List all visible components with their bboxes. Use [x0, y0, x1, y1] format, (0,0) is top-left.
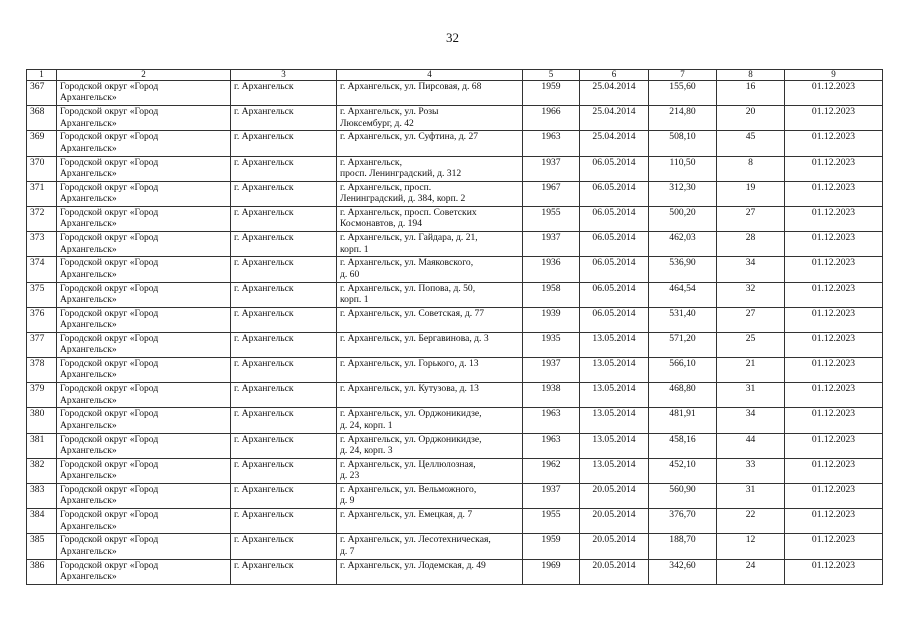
municipality-line: Городской округ «Город — [60, 458, 159, 470]
municipality-line: Архангельск» — [60, 344, 117, 356]
city-cell: г. Архангельск — [231, 433, 337, 458]
row-number-cell: 371 — [27, 181, 57, 206]
address-cell — [337, 484, 523, 509]
municipality-cell — [57, 509, 231, 534]
municipality-line: Городской округ «Город — [60, 106, 159, 118]
table-row — [27, 156, 883, 181]
residents-cell: 31 — [717, 484, 785, 509]
row-number-cell: 375 — [27, 282, 57, 307]
municipality-line: Архангельск» — [60, 92, 117, 104]
city-cell: г. Архангельск — [231, 332, 337, 357]
municipality-cell — [57, 232, 231, 257]
row-number-cell: 369 — [27, 131, 57, 156]
address-line: г. Архангельск, ул. Розы — [340, 106, 439, 118]
address-line: г. Архангельск, ул. Орджоникидзе, — [340, 408, 482, 420]
municipality-cell — [57, 484, 231, 509]
area-cell: 571,20 — [649, 332, 717, 357]
column-header: 8 — [717, 70, 785, 81]
address-line: д. 24, корп. 1 — [340, 419, 393, 431]
row-number-cell: 368 — [27, 106, 57, 131]
address-line: г. Архангельск, просп. Советских — [340, 206, 477, 218]
address-line: г. Архангельск, ул. Целлюлозная, — [340, 458, 476, 470]
deadline-cell: 01.12.2023 — [785, 181, 883, 206]
municipality-line: Городской округ «Город — [60, 332, 159, 344]
address-line: г. Архангельск, ул. Кутузова, д. 13 — [340, 383, 479, 395]
year-cell: 1958 — [523, 282, 580, 307]
municipality-line: Архангельск» — [60, 268, 117, 280]
address-line: просп. Ленинградский, д. 312 — [340, 167, 462, 179]
municipality-cell — [57, 181, 231, 206]
municipality-line: Архангельск» — [60, 369, 117, 381]
address-cell — [337, 81, 523, 106]
city-cell: г. Архангельск — [231, 106, 337, 131]
date-cell: 13.05.2014 — [580, 383, 649, 408]
municipality-line: Архангельск» — [60, 470, 117, 482]
year-cell: 1936 — [523, 257, 580, 282]
row-number-cell: 373 — [27, 232, 57, 257]
area-cell: 452,10 — [649, 458, 717, 483]
city-cell: г. Архангельск — [231, 282, 337, 307]
table-row — [27, 81, 883, 106]
municipality-line: Архангельск» — [60, 167, 117, 179]
municipality-cell — [57, 81, 231, 106]
address-line: д. 60 — [340, 268, 360, 280]
city-cell: г. Архангельск — [231, 383, 337, 408]
residents-cell: 32 — [717, 282, 785, 307]
address-line: Люксембург, д. 42 — [340, 117, 414, 129]
row-number-cell: 386 — [27, 559, 57, 584]
city-cell: г. Архангельск — [231, 181, 337, 206]
table-row — [27, 332, 883, 357]
date-cell: 13.05.2014 — [580, 408, 649, 433]
address-line: д. 23 — [340, 470, 360, 482]
address-line: г. Архангельск, ул. Бергавинова, д. 3 — [340, 332, 489, 344]
row-number-cell: 367 — [27, 81, 57, 106]
year-cell: 1937 — [523, 232, 580, 257]
address-cell — [337, 206, 523, 231]
address-line: г. Архангельск, ул. Горького, д. 13 — [340, 358, 479, 370]
year-cell: 1967 — [523, 181, 580, 206]
deadline-cell: 01.12.2023 — [785, 206, 883, 231]
municipality-cell — [57, 534, 231, 559]
deadline-cell: 01.12.2023 — [785, 106, 883, 131]
date-cell: 13.05.2014 — [580, 433, 649, 458]
date-cell: 13.05.2014 — [580, 358, 649, 383]
municipality-line: Городской округ «Город — [60, 307, 159, 319]
residents-cell: 24 — [717, 559, 785, 584]
city-cell: г. Архангельск — [231, 534, 337, 559]
table-row — [27, 383, 883, 408]
residents-cell: 12 — [717, 534, 785, 559]
municipality-cell — [57, 358, 231, 383]
address-line: корп. 1 — [340, 293, 369, 305]
date-cell: 20.05.2014 — [580, 484, 649, 509]
address-line: г. Архангельск, просп. — [340, 181, 432, 193]
row-number-cell: 378 — [27, 358, 57, 383]
municipality-line: Городской округ «Город — [60, 534, 159, 546]
residents-cell: 45 — [717, 131, 785, 156]
deadline-cell: 01.12.2023 — [785, 484, 883, 509]
row-number-cell: 380 — [27, 408, 57, 433]
municipality-line: Городской округ «Город — [60, 156, 159, 168]
column-header: 6 — [580, 70, 649, 81]
area-cell: 188,70 — [649, 534, 717, 559]
municipality-line: Архангельск» — [60, 520, 117, 532]
address-cell — [337, 358, 523, 383]
row-number-cell: 377 — [27, 332, 57, 357]
city-cell: г. Архангельск — [231, 358, 337, 383]
municipality-line: Городской округ «Город — [60, 358, 159, 370]
address-line: г. Архангельск, ул. Попова, д. 50, — [340, 282, 476, 294]
city-cell: г. Архангельск — [231, 81, 337, 106]
date-cell: 20.05.2014 — [580, 534, 649, 559]
table-row — [27, 509, 883, 534]
address-cell — [337, 458, 523, 483]
deadline-cell: 01.12.2023 — [785, 509, 883, 534]
city-cell: г. Архангельск — [231, 484, 337, 509]
area-cell: 508,10 — [649, 131, 717, 156]
table-row — [27, 534, 883, 559]
address-cell — [337, 433, 523, 458]
city-cell: г. Архангельск — [231, 559, 337, 584]
deadline-cell: 01.12.2023 — [785, 358, 883, 383]
address-cell — [337, 106, 523, 131]
deadline-cell: 01.12.2023 — [785, 282, 883, 307]
residents-cell: 31 — [717, 383, 785, 408]
deadline-cell: 01.12.2023 — [785, 131, 883, 156]
deadline-cell: 01.12.2023 — [785, 458, 883, 483]
area-cell: 560,90 — [649, 484, 717, 509]
residents-cell: 34 — [717, 257, 785, 282]
date-cell: 06.05.2014 — [580, 257, 649, 282]
area-cell: 214,80 — [649, 106, 717, 131]
column-header: 7 — [649, 70, 717, 81]
municipality-cell — [57, 257, 231, 282]
municipality-cell — [57, 408, 231, 433]
municipality-cell — [57, 156, 231, 181]
deadline-cell: 01.12.2023 — [785, 559, 883, 584]
table-row — [27, 408, 883, 433]
deadline-cell: 01.12.2023 — [785, 156, 883, 181]
table-row — [27, 358, 883, 383]
area-cell: 462,03 — [649, 232, 717, 257]
date-cell: 20.05.2014 — [580, 559, 649, 584]
municipality-line: Архангельск» — [60, 293, 117, 305]
city-cell: г. Архангельск — [231, 408, 337, 433]
address-line: г. Архангельск, ул. Вельможного, — [340, 484, 477, 495]
municipality-line: Архангельск» — [60, 445, 117, 457]
city-cell: г. Архангельск — [231, 509, 337, 534]
address-line: г. Архангельск, ул. Гайдара, д. 21, — [340, 232, 478, 244]
address-line: г. Архангельск, ул. Лодемская, д. 49 — [340, 559, 486, 571]
table-row — [27, 433, 883, 458]
residents-cell: 28 — [717, 232, 785, 257]
municipality-line: Архангельск» — [60, 394, 117, 406]
city-cell: г. Архангельск — [231, 307, 337, 332]
address-line: г. Архангельск, — [340, 156, 402, 168]
date-cell: 06.05.2014 — [580, 282, 649, 307]
page-number: 32 — [446, 30, 459, 45]
address-cell — [337, 307, 523, 332]
municipality-line: Городской округ «Город — [60, 383, 159, 395]
year-cell: 1963 — [523, 131, 580, 156]
year-cell: 1959 — [523, 534, 580, 559]
area-cell: 376,70 — [649, 509, 717, 534]
address-cell — [337, 156, 523, 181]
table-row — [27, 181, 883, 206]
municipality-line: Архангельск» — [60, 419, 117, 431]
residents-cell: 21 — [717, 358, 785, 383]
year-cell: 1937 — [523, 156, 580, 181]
municipality-cell — [57, 106, 231, 131]
area-cell: 468,80 — [649, 383, 717, 408]
municipality-cell — [57, 433, 231, 458]
residents-cell: 44 — [717, 433, 785, 458]
year-cell: 1966 — [523, 106, 580, 131]
deadline-cell: 01.12.2023 — [785, 534, 883, 559]
address-cell — [337, 408, 523, 433]
area-cell: 110,50 — [649, 156, 717, 181]
municipality-cell — [57, 307, 231, 332]
column-header: 9 — [785, 70, 883, 81]
address-cell — [337, 559, 523, 584]
table-body — [27, 81, 883, 585]
municipality-cell — [57, 332, 231, 357]
municipality-line: Городской округ «Город — [60, 484, 159, 495]
year-cell: 1963 — [523, 408, 580, 433]
address-line: г. Архангельск, ул. Лесотехническая, — [340, 534, 491, 546]
deadline-cell: 01.12.2023 — [785, 433, 883, 458]
row-number-cell: 374 — [27, 257, 57, 282]
address-cell — [337, 257, 523, 282]
residents-cell: 33 — [717, 458, 785, 483]
municipality-line: Городской округ «Город — [60, 282, 159, 294]
residents-cell: 34 — [717, 408, 785, 433]
city-cell: г. Архангельск — [231, 232, 337, 257]
municipality-line: Архангельск» — [60, 570, 117, 582]
deadline-cell: 01.12.2023 — [785, 383, 883, 408]
deadline-cell: 01.12.2023 — [785, 332, 883, 357]
municipality-cell — [57, 282, 231, 307]
column-header: 4 — [337, 70, 523, 81]
table-row — [27, 131, 883, 156]
date-cell: 06.05.2014 — [580, 232, 649, 257]
municipality-line: Архангельск» — [60, 193, 117, 205]
residents-cell: 27 — [717, 307, 785, 332]
address-line: д. 24, корп. 3 — [340, 445, 393, 457]
table-row — [27, 257, 883, 282]
column-header: 1 — [27, 70, 57, 81]
date-cell: 13.05.2014 — [580, 458, 649, 483]
table-row — [27, 484, 883, 509]
address-line: г. Архангельск, ул. Маяковского, — [340, 257, 474, 269]
address-line: г. Архангельск, ул. Пирсовая, д. 68 — [340, 81, 482, 92]
date-cell: 13.05.2014 — [580, 332, 649, 357]
address-cell — [337, 534, 523, 559]
table-row — [27, 232, 883, 257]
municipality-line: Архангельск» — [60, 495, 117, 507]
municipality-cell — [57, 383, 231, 408]
municipality-line: Архангельск» — [60, 142, 117, 154]
date-cell: 25.04.2014 — [580, 106, 649, 131]
year-cell: 1962 — [523, 458, 580, 483]
city-cell: г. Архангельск — [231, 131, 337, 156]
municipality-line: Архангельск» — [60, 319, 117, 331]
address-cell — [337, 232, 523, 257]
municipality-line: Городской округ «Город — [60, 559, 159, 571]
year-cell: 1963 — [523, 433, 580, 458]
address-line: г. Архангельск, ул. Суфтина, д. 27 — [340, 131, 479, 143]
municipality-line: Городской округ «Город — [60, 433, 159, 445]
row-number-cell: 372 — [27, 206, 57, 231]
year-cell: 1955 — [523, 509, 580, 534]
residents-cell: 27 — [717, 206, 785, 231]
date-cell: 06.05.2014 — [580, 206, 649, 231]
register-table — [26, 69, 883, 585]
municipality-cell — [57, 458, 231, 483]
column-header: 3 — [231, 70, 337, 81]
city-cell: г. Архангельск — [231, 458, 337, 483]
municipality-line: Архангельск» — [60, 218, 117, 230]
deadline-cell: 01.12.2023 — [785, 307, 883, 332]
table-row — [27, 106, 883, 131]
municipality-cell — [57, 559, 231, 584]
table-row — [27, 307, 883, 332]
city-cell: г. Архангельск — [231, 156, 337, 181]
year-cell: 1955 — [523, 206, 580, 231]
column-number-row — [27, 70, 883, 81]
residents-cell: 16 — [717, 81, 785, 106]
address-line: д. 7 — [340, 545, 355, 557]
table-row — [27, 559, 883, 584]
residents-cell: 25 — [717, 332, 785, 357]
municipality-cell — [57, 206, 231, 231]
municipality-line: Городской округ «Город — [60, 408, 159, 420]
address-cell — [337, 332, 523, 357]
residents-cell: 19 — [717, 181, 785, 206]
municipality-line: Архангельск» — [60, 117, 117, 129]
year-cell: 1937 — [523, 484, 580, 509]
address-line: Ленинградский, д. 384, корп. 2 — [340, 193, 466, 205]
date-cell: 25.04.2014 — [580, 131, 649, 156]
deadline-cell: 01.12.2023 — [785, 81, 883, 106]
year-cell: 1969 — [523, 559, 580, 584]
deadline-cell: 01.12.2023 — [785, 257, 883, 282]
row-number-cell: 381 — [27, 433, 57, 458]
residents-cell: 20 — [717, 106, 785, 131]
address-line: д. 9 — [340, 495, 355, 507]
address-cell — [337, 509, 523, 534]
municipality-line: Городской округ «Город — [60, 181, 159, 193]
table-row — [27, 282, 883, 307]
city-cell: г. Архангельск — [231, 206, 337, 231]
municipality-line: Городской округ «Город — [60, 509, 159, 521]
municipality-cell — [57, 131, 231, 156]
municipality-line: Городской округ «Город — [60, 206, 159, 218]
municipality-line: Архангельск» — [60, 243, 117, 255]
area-cell: 531,40 — [649, 307, 717, 332]
area-cell: 155,60 — [649, 81, 717, 106]
area-cell: 536,90 — [649, 257, 717, 282]
residents-cell: 8 — [717, 156, 785, 181]
address-cell — [337, 181, 523, 206]
table-row — [27, 458, 883, 483]
row-number-cell: 382 — [27, 458, 57, 483]
row-number-cell: 383 — [27, 484, 57, 509]
residents-cell: 22 — [717, 509, 785, 534]
area-cell: 566,10 — [649, 358, 717, 383]
address-cell — [337, 383, 523, 408]
year-cell: 1959 — [523, 81, 580, 106]
table-row — [27, 206, 883, 231]
date-cell: 06.05.2014 — [580, 156, 649, 181]
column-header: 5 — [523, 70, 580, 81]
year-cell: 1938 — [523, 383, 580, 408]
address-cell — [337, 282, 523, 307]
municipality-line: Архангельск» — [60, 545, 117, 557]
row-number-cell: 379 — [27, 383, 57, 408]
year-cell: 1937 — [523, 358, 580, 383]
year-cell: 1939 — [523, 307, 580, 332]
row-number-cell: 370 — [27, 156, 57, 181]
year-cell: 1935 — [523, 332, 580, 357]
deadline-cell: 01.12.2023 — [785, 232, 883, 257]
date-cell: 25.04.2014 — [580, 81, 649, 106]
area-cell: 342,60 — [649, 559, 717, 584]
address-line: г. Архангельск, ул. Емецкая, д. 7 — [340, 509, 473, 521]
address-line: Космонавтов, д. 194 — [340, 218, 423, 230]
municipality-line: Городской округ «Город — [60, 81, 159, 92]
area-cell: 312,30 — [649, 181, 717, 206]
column-header: 2 — [57, 70, 231, 81]
municipality-line: Городской округ «Город — [60, 257, 159, 269]
address-line: корп. 1 — [340, 243, 369, 255]
row-number-cell: 384 — [27, 509, 57, 534]
address-line: г. Архангельск, ул. Советская, д. 77 — [340, 307, 485, 319]
address-line: г. Архангельск, ул. Орджоникидзе, — [340, 433, 482, 445]
area-cell: 458,16 — [649, 433, 717, 458]
deadline-cell: 01.12.2023 — [785, 408, 883, 433]
row-number-cell: 376 — [27, 307, 57, 332]
city-cell: г. Архангельск — [231, 257, 337, 282]
row-number-cell: 385 — [27, 534, 57, 559]
date-cell: 06.05.2014 — [580, 181, 649, 206]
area-cell: 481,91 — [649, 408, 717, 433]
municipality-line: Городской округ «Город — [60, 131, 159, 143]
area-cell: 500,20 — [649, 206, 717, 231]
date-cell: 20.05.2014 — [580, 509, 649, 534]
address-cell — [337, 131, 523, 156]
municipality-line: Городской округ «Город — [60, 232, 159, 244]
date-cell: 06.05.2014 — [580, 307, 649, 332]
area-cell: 464,54 — [649, 282, 717, 307]
